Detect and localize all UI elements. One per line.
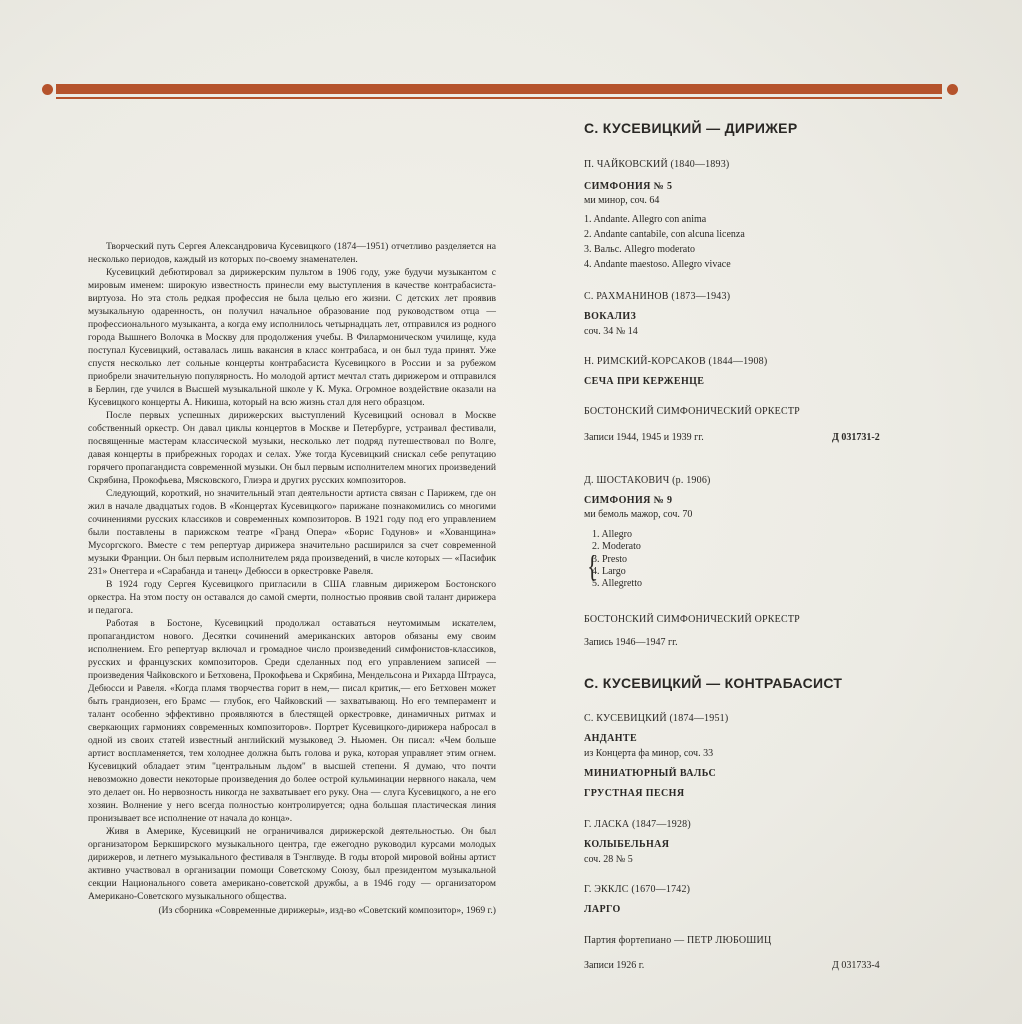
composer-rachmaninov: С. РАХМАНИНОВ (1873—1943) (584, 291, 731, 302)
bio-paragraph: Творческий путь Сергея Александровича Кусевицкого (1874—1951) отчетливо разделяется на несколько периодов, каждый из которых по-своему знаменателен. (88, 241, 496, 265)
work-title: ЛАРГО (584, 904, 621, 915)
bio-paragraph: Работая в Бостоне, Кусевицкий продолжал оставаться неутомимым искателем, пропагандистом нового. Десятки сочинений американских авторов обязаны ему своим исполнением. Его репертуар включал и громадное число произведений симфонистов-классиков, русских и французских композиторов. Среди сделанных под его управлением записей — произведения Чайковского и Бетховена, Прокофьева и Скрябина, Мендельсона и Рихарда Штрауса, Дебюсси и Равеля. «Когда пламя творчества горит в нем,— писал критик,— его Бетховен может быть грандиозен, его Брамс — глубок, его Чайковский — захватывающ. Но его темперамент и талант особенно эффективно проявляются в блестящей оркестровке, динамичных ритмах и сверкающих гармониях современных композиторов». Портрет Кусевицкого-дирижера набросал в одной из своих статей известный английский музыковед Э. Ньюмен. Он писал: «Чем больше артист воспламеняется, тем холоднее должна быть голова и рука, которая управляет этим огнем. Кусевицкий обладает этим "центральным льдом" в высшей степени. Я думаю, что почти невозможно довести некоторые произведения до более острой кульминации нервного накала, чем это делает он. Но нервозность никогда не захватывает его руку. Она — слуга Кусевицкого, а не его хозяин. Волнение у него всегда полностью контролируется; одна большая пластическая линия пронизывает все исполнение от начала до конца». (88, 618, 496, 824)
biography-text (88, 240, 496, 917)
recording-dates: Записи 1944, 1945 и 1939 гг. (584, 432, 704, 443)
catalog-number: Д 031731-2 (832, 432, 880, 443)
bio-paragraph: Следующий, короткий, но значительный этап деятельности артиста связан с Парижем, где он жил в начале двадцатых годов. В «Концертах Кусевицкого» парижане познакомились со многими сочинениями русских классиков и современных композиторов. В 1921 году под его управлением были поставлены в парижском театре «Гранд Опера» «Борис Годунов» и «Хованщина» Мусоргского. Вместе с тем репертуар дирижера значительно расширился за счет современной музыки Франции. Он был первым исполнителем ряда произведений, в числе которых — «Пасифик 231» Онеггера и «Сарабанда и танец» Дебюсси в оркестровке Равеля. (88, 488, 496, 577)
composer-eccles: Г. ЭККЛС (1670—1742) (584, 884, 691, 895)
work-opus: соч. 34 № 14 (584, 326, 638, 337)
work-key: ми минор, соч. 64 (584, 195, 660, 206)
orchestra-name: БОСТОНСКИЙ СИМФОНИЧЕСКИЙ ОРКЕСТР (584, 614, 800, 625)
movement-item: 3. Presto (592, 554, 627, 565)
work-key: ми бемоль мажор, соч. 70 (584, 509, 693, 520)
recording-dates: Запись 1946—1947 гг. (584, 637, 678, 648)
movement-item: 2. Moderato (592, 541, 641, 552)
work-title: СИМФОНИЯ № 5 (584, 181, 673, 192)
heading-conductor: С. КУСЕВИЦКИЙ — ДИРИЖЕР (584, 120, 798, 136)
work-opus: соч. 28 № 5 (584, 854, 633, 865)
ornamental-rule (56, 84, 942, 94)
work-title: СЕЧА ПРИ КЕРЖЕНЦЕ (584, 376, 705, 387)
movement-item: 3. Вальс. Allegro moderato (584, 244, 695, 255)
orchestra-name: БОСТОНСКИЙ СИМФОНИЧЕСКИЙ ОРКЕСТР (584, 406, 800, 417)
movement-item: 2. Andante cantabile, con alcuna licenza (584, 229, 745, 240)
movement-item: 1. Allegro (592, 529, 632, 540)
work-note: из Концерта фа минор, соч. 33 (584, 748, 714, 759)
movement-item: 4. Largo (592, 566, 626, 577)
work-title: МИНИАТЮРНЫЙ ВАЛЬС (584, 768, 717, 779)
composer-laska: Г. ЛАСКА (1847—1928) (584, 819, 691, 830)
pianist-credit: Партия фортепиано — ПЕТР ЛЮБОШИЦ (584, 935, 772, 946)
ornament-dot-right (947, 84, 958, 95)
ornament-dot-left (42, 84, 53, 95)
brace-icon: { (587, 548, 598, 585)
bio-paragraph: Кусевицкий дебютировал за дирижерским пультом в 1906 году, уже будучи музыкантом с мировым именем: широкую известность принесли ему выступления в качестве контрабасиста-виртуоза. Но эта столь редкая профессия не была целью его жизни. С детских лет проявив музыкальную одаренность, он получил начальное образование под руководством отца — профессионального музыканта, а когда ему исполнилось четырнадцать лет, отправился из родного города Вышнего Волочка в Москву для продолжения учебы. В Филармоническом училище, куда поступал Кусевицкий, оставалась лишь вакансия в класс контрабаса, и он был туда принят. Уже спустя несколько лет сольные концерты контрабасиста Кусевицкого в России и за рубежом приобрели значительную популярность. Но молодой артист мечтал стать дирижером и отправился в Берлин, где учился в Высшей музыкальной школе у К. Мука. Огромное воздействие оказали на Кусевицкого концерты А. Никиша, который на всю жизнь стал для него образцом. (88, 267, 496, 408)
composer-tchaikovsky: П. ЧАЙКОВСКИЙ (1840—1893) (584, 159, 730, 170)
bio-paragraph: После первых успешных дирижерских выступлений Кусевицкий основал в Москве собственный оркестр. Он давал циклы концертов в Москве и Петербурге, устраивал фестивали, посвященные мастерам классической музыки, несколько лет подряд путешествовал по Волге, давая концерты в прибрежных городах и селах. Уже тогда Кусевицкий снискал себе репутацию горячего пропагандиста современной музыки. Он был первым исполнителем многих произведений Скрябина, Прокофьева, Мясковского, Глиэра и других русских композиторов. (88, 410, 496, 486)
work-title: ВОКАЛИЗ (584, 311, 637, 322)
work-title: АНДАНТЕ (584, 733, 638, 744)
heading-bassist: С. КУСЕВИЦКИЙ — КОНТРАБАСИСТ (584, 675, 843, 691)
movement-item: 1. Andante. Allegro con anima (584, 214, 707, 225)
work-title: СИМФОНИЯ № 9 (584, 495, 673, 506)
work-title: КОЛЫБЕЛЬНАЯ (584, 839, 670, 850)
work-title: ГРУСТНАЯ ПЕСНЯ (584, 788, 685, 799)
movement-item: 5. Allegretto (592, 578, 642, 589)
catalog-number: Д 031733-4 (832, 960, 880, 971)
bio-paragraph: Живя в Америке, Кусевицкий не ограничивался дирижерской деятельностью. Он был организатором Беркширского музыкального центра, где ежегодно руководил курсами молодых дирижеров, и летнего музыкального фестиваля в Тэнглвуде. В годы второй мировой войны артист активно участвовал в организации помощи Советскому Союзу, был президентом музыкальной секции Национального совета американо-советской дружбы, а в 1946 году — организатором Американо-Советского музыкального общества. (88, 826, 496, 902)
bio-paragraph: В 1924 году Сергея Кусевицкого пригласили в США главным дирижером Бостонского оркестра. На этом посту он оставался до самой смерти, полностью проявив свой талант дирижера и педагога. (88, 579, 496, 616)
composer-rimsky-korsakov: Н. РИМСКИЙ-КОРСАКОВ (1844—1908) (584, 356, 768, 367)
bio-source: (Из сборника «Современные дирижеры», изд-во «Советский композитор», 1969 г.) (158, 905, 496, 916)
movement-item: 4. Andante maestoso. Allegro vivace (584, 259, 731, 270)
recording-dates: Записи 1926 г. (584, 960, 645, 971)
composer-koussevitzky: С. КУСЕВИЦКИЙ (1874—1951) (584, 713, 729, 724)
composer-shostakovich: Д. ШОСТАКОВИЧ (р. 1906) (584, 475, 711, 486)
